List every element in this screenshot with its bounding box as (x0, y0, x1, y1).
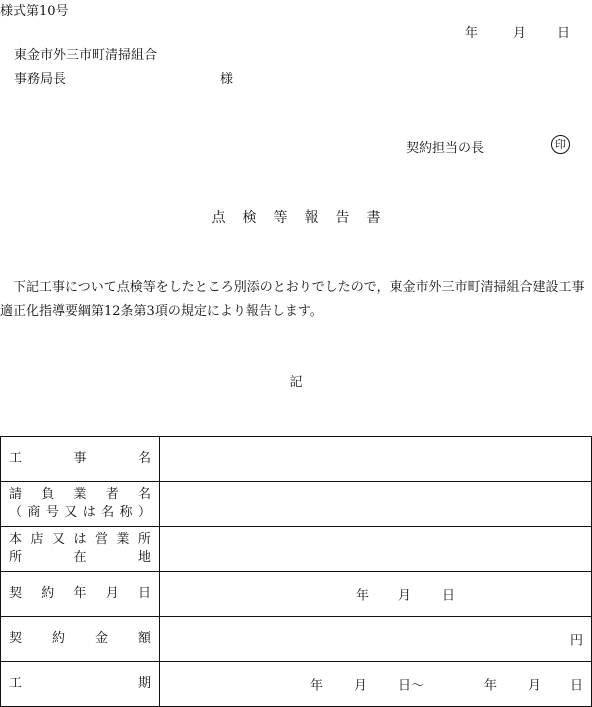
date-year-label: 年 (465, 26, 479, 41)
table-row (1, 662, 592, 707)
label-text: 工 期 (9, 676, 151, 691)
table-row (1, 617, 592, 662)
addressee-honorific: 様 (220, 72, 234, 87)
period-end-month-label: 月 (528, 678, 542, 694)
contractor-field[interactable] (160, 482, 592, 527)
label-work-name (1, 437, 160, 482)
label-text: 契 約 金 額 (9, 631, 151, 646)
period-end-year-label: 年 (484, 678, 498, 694)
contract-date-field[interactable] (160, 572, 592, 617)
label-contract-amount (1, 617, 160, 662)
period-start-month-label: 月 (354, 678, 368, 694)
table-row (1, 527, 592, 572)
report-form-table (0, 436, 592, 707)
document-title: 点検等報告書 (211, 210, 398, 226)
table-row (1, 482, 592, 527)
label-text: 請 負 業 者 名 (9, 487, 151, 502)
date-month-label: 月 (513, 26, 527, 41)
addressee-org: 東金市外三市町清掃組合 (14, 48, 158, 63)
label-office-address (1, 527, 160, 572)
form-number: 様式第10号 (0, 4, 69, 19)
period-end-day-label: 日 (570, 678, 584, 694)
label-text: （ 商 号 又 は 名 称 ） (9, 505, 151, 520)
contract-year-label: 年 (356, 588, 370, 604)
label-text: 契 約 年 月 日 (9, 586, 151, 601)
contract-amount-field[interactable] (160, 617, 592, 662)
contract-day-label: 日 (442, 588, 456, 604)
work-name-field[interactable] (160, 437, 592, 482)
sender-title: 契約担当の長 (406, 141, 485, 156)
contract-month-label: 月 (398, 588, 412, 604)
label-text: 本 店 又 は 営 業 所 (9, 532, 151, 547)
label-contract-date (1, 572, 160, 617)
office-address-field[interactable] (160, 527, 592, 572)
label-text: 工 事 名 (9, 451, 151, 466)
table-row (1, 437, 592, 482)
seal-icon: 印 (551, 135, 570, 154)
header-date (465, 22, 570, 41)
table-row (1, 572, 592, 617)
yen-unit-label: 円 (570, 633, 584, 649)
label-work-period (1, 662, 160, 707)
addressee-title: 事務局長 (14, 72, 67, 87)
label-contractor (1, 482, 160, 527)
work-period-field[interactable] (160, 662, 592, 707)
period-start-year-label: 年 (310, 678, 324, 694)
label-text: 所 在 地 (9, 550, 151, 565)
date-day-label: 日 (557, 26, 571, 41)
ki-heading: 記 (289, 375, 303, 390)
body-paragraph: 下記工事について点検等をしたところ別添のとおりでしたので，東金市外三市町清掃組合建設工事適正化指導要綱第12条第3項の規定により報告します。 (0, 280, 585, 319)
period-start-day-label: 日～ (398, 678, 425, 694)
